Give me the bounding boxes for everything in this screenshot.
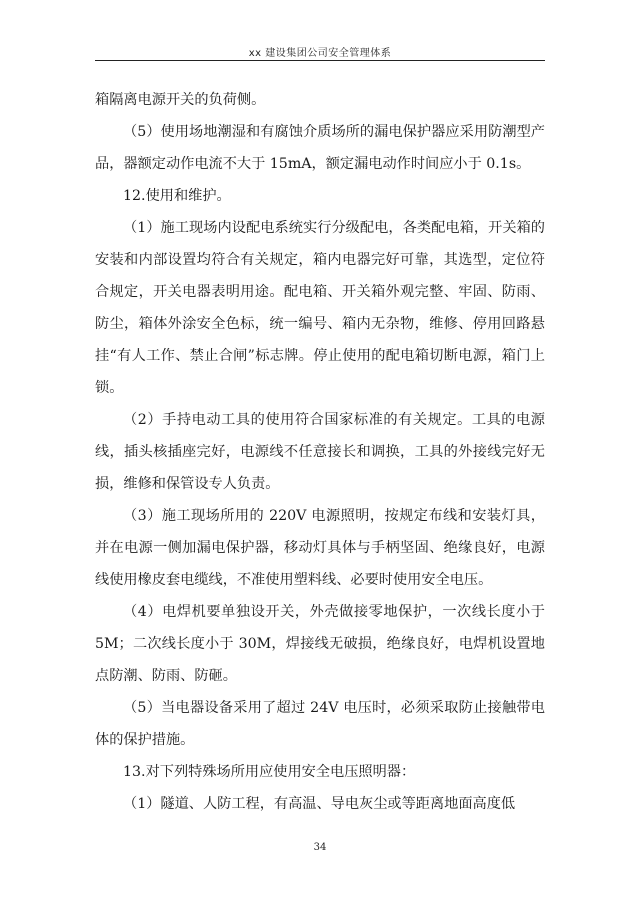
paragraph: （4）电焊机要单独设开关，外壳做接零地保护，一次线长度小于 5M；二次线长度小于 30M，焊接线无破损，绝缘良好，电焊机设置地点防潮、防雨、防砸。 xyxy=(95,604,545,684)
paragraph: （1）施工现场内设配电系统实行分级配电，各类配电箱，开关箱的安装和内部设置均符合有关规定，箱内电器完好可靠，其选型，定位符合规定，开关电器表明用途。配电箱、开关箱外观完整、牢固、防雨、防尘，箱体外涂安全色标，统一编号、箱内无杂物，维修、停用回路悬挂“有人工作、禁止合闸”标志牌。停止使用的配电箱切断电源，箱门上锁。 xyxy=(95,220,545,396)
paragraph: （3）施工现场所用的 220V 电源照明，按规定布线和安装灯具，并在电源一侧加漏电保护器，移动灯具体与手柄坚固、绝缘良好，电源线使用橡皮套电缆线，不准使用塑料线、必要时使用安全电压。 xyxy=(95,508,545,588)
paragraph: （5）当电器设备采用了超过 24V 电压时，必须采取防止接触带电体的保护措施。 xyxy=(95,700,545,748)
page-number: 34 xyxy=(313,842,327,853)
document-body xyxy=(95,84,545,820)
page-header: xx 建设集团公司安全管理体系 xyxy=(248,48,392,59)
paragraph: 箱隔离电源开关的负荷侧。 xyxy=(95,92,266,108)
paragraph: （5）使用场地潮湿和有腐蚀介质场所的漏电保护器应采用防潮型产品，器额定动作电流不大于 15mA，额定漏电动作时间应小于 0.1s。 xyxy=(95,124,545,172)
header-divider xyxy=(95,60,545,61)
paragraph: 12.使用和维护。 xyxy=(123,188,231,204)
paragraph: 13.对下列特殊场所用应使用安全电压照明器： xyxy=(123,764,416,780)
paragraph: （1）隧道、人防工程，有高温、导电灰尘或等距离地面高度低 xyxy=(123,796,516,812)
paragraph: （2）手持电动工具的使用符合国家标准的有关规定。工具的电源线，插头核插座完好，电源线不任意接长和调换，工具的外接线完好无损，维修和保管设专人负责。 xyxy=(95,412,545,492)
